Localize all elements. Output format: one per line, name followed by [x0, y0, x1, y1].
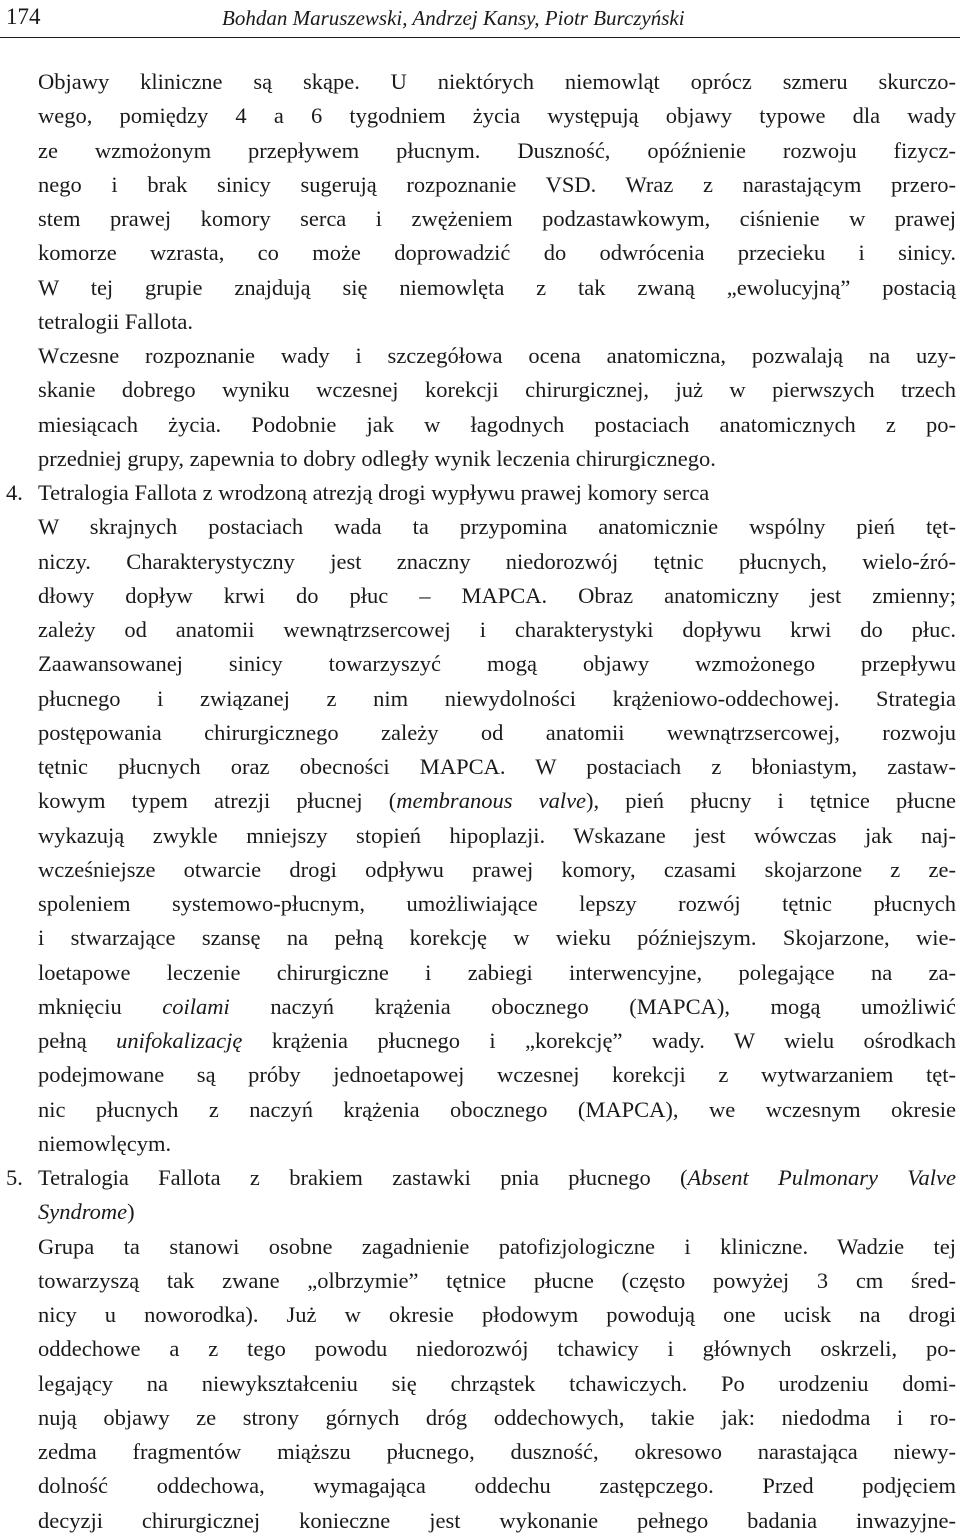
running-head: Bohdan Maruszewski, Andrzej Kansy, Piotr Burczyński [222, 6, 685, 30]
italic-term: Absent Pulmonary Valve [687, 1165, 956, 1190]
text-line: W tej grupie znajdują się niemowlęta z tak zwaną „ewolucyjną” postacią [38, 274, 956, 300]
italic-term: coilami [162, 993, 230, 1019]
text-line: niemowlęcym. [38, 1130, 172, 1156]
text-line: towarzyszą tak zwane „olbrzymie” tętnice płucne (często powyżej 3 cm śred- [38, 1267, 956, 1293]
text-line: dłowy dopływ krwi do płuc – MAPCA. Obraz anatomiczny jest zmienny; [38, 582, 956, 608]
text-line: loetapowe leczenie chirurgiczne i zabiegi interwencyjne, polegające na za- [38, 959, 956, 985]
text-line: niczy. Charakterystyczny jest znaczny niedorozwój tętnic płucnych, wielo-źró- [38, 548, 956, 574]
text-line: Zaawansowanej sinicy towarzyszyć mogą objawy wzmożonego przepływu [38, 651, 956, 677]
text-line: ze wzmożonym przepływem płucnym. Duszność, opóźnienie rozwoju fizycz- [38, 137, 956, 163]
text-line: dolność oddechowa, wymagająca oddechu zastępczego. Przed podjęciem [38, 1473, 956, 1499]
text-line: W skrajnych postaciach wada ta przypomina anatomicznie wspólny pień tęt- [38, 514, 956, 540]
text-line: spoleniem systemowo-płucnym, umożliwiające lepszy rozwój tętnic płucnych [38, 891, 956, 916]
text-line: zależy od anatomii wewnątrzsercowej i charakterystyki dopływu krwi do płuc. [38, 617, 956, 642]
list-number: 4. [6, 480, 23, 505]
text-line: decyzji chirurgicznej konieczne jest wykonanie pełnego badania inwazyjne- [38, 1507, 956, 1533]
text-line: Tetralogia Fallota z wrodzoną atrezją drogi wypływu prawej komory serca [38, 480, 710, 505]
italic-term: membranous valve [396, 788, 587, 814]
text-line: komorze wzrasta, co może doprowadzić do odwrócenia przecieku i sinicy. [38, 240, 956, 266]
text-line: miesiącach życia. Podobnie jak w łagodnych postaciach anatomicznych z po- [38, 411, 956, 437]
text-line: postępowania chirurgicznego zależy od anatomii wewnątrzsercowej, rozwoju [38, 719, 956, 745]
page-number: 174 [6, 4, 41, 29]
text-line: nicy u noworodka). Już w okresie płodowym powodują one ucisk na drogi [38, 1302, 956, 1327]
text-line: przedniej grupy, zapewnia to dobry odległy wynik leczenia chirurgicznego. [38, 445, 716, 471]
text-line: wego, pomiędzy 4 a 6 tygodniem życia występują objawy typowe dla wady [38, 103, 956, 129]
text-line: nują objawy ze strony górnych dróg oddechowych, takie jak: niedodma i ro- [38, 1404, 956, 1430]
text-line: zedma fragmentów miąższu płucnego, duszność, okresowo narastająca niewy- [38, 1439, 956, 1464]
text-line: Syndrome) [38, 1199, 135, 1225]
text-line: stem prawej komory serca i zwężeniem podzastawkowym, ciśnienie w prawej [38, 206, 956, 231]
text-line: tętnic płucnych oraz obecności MAPCA. W postaciach z błoniastym, zastaw- [38, 754, 956, 779]
text-line: mknięciu coilami naczyń krążenia obocznego (MAPCA), mogą umożliwić [38, 993, 956, 1019]
text-line: Wczesne rozpoznanie wady i szczegółowa ocena anatomiczna, pozwalają na uzy- [38, 343, 956, 368]
text-line: skanie dobrego wyniku wczesnej korekcji chirurgicznej, już w pierwszych trzech [38, 377, 956, 403]
text-line: nego i brak sinicy sugerują rozpoznanie VSD. Wraz z narastającym przero- [38, 171, 956, 197]
list-number: 5. [6, 1165, 23, 1190]
text-line: Tetralogia Fallota z brakiem zastawki pnia płucnego (Absent Pulmonary Valve [38, 1165, 956, 1190]
text-line: nic płucnych z naczyń krążenia obocznego (MAPCA), we wczesnym okresie [38, 1096, 956, 1122]
text-line: kowym typem atrezji płucnej (membranous valve), pień płucny i tętnice płucne [38, 788, 956, 814]
text-line: legający na niewykształceniu się chrząstek tchawiczych. Po urodzeniu domi- [38, 1370, 956, 1396]
italic-term: Syndrome [38, 1199, 128, 1225]
text-line: wcześniejsze otwarcie drogi odpływu prawej komory, czasami skojarzone z ze- [38, 856, 956, 882]
text-line: tetralogii Fallota. [38, 308, 193, 334]
text-line: wykazują zwykle mniejszy stopień hipoplazji. Wskazane jest wówczas jak naj- [38, 822, 956, 848]
text-line: i stwarzające szansę na pełną korekcję w wieku późniejszym. Skojarzone, wie- [38, 925, 956, 951]
text-line: pełną unifokalizację krążenia płucnego i „korekcję” wady. W wielu ośrodkach [38, 1028, 957, 1053]
text-line: płucnego i związanej z nim niewydolności krążeniowo-oddechowej. Strategia [38, 685, 956, 711]
italic-term: unifokalizację [116, 1028, 243, 1053]
text-line: podejmowane są próby jednoetapowej wczesnej korekcji z wytwarzaniem tęt- [38, 1062, 956, 1088]
text-line: oddechowe a z tego powodu niedorozwój tchawicy i głównych oskrzeli, po- [38, 1336, 956, 1362]
text-line: Grupa ta stanowi osobne zagadnienie patofizjologiczne i kliniczne. Wadzie tej [38, 1233, 956, 1259]
text-line: Objawy kliniczne są skąpe. U niektórych niemowląt oprócz szmeru skurczo- [38, 69, 956, 94]
